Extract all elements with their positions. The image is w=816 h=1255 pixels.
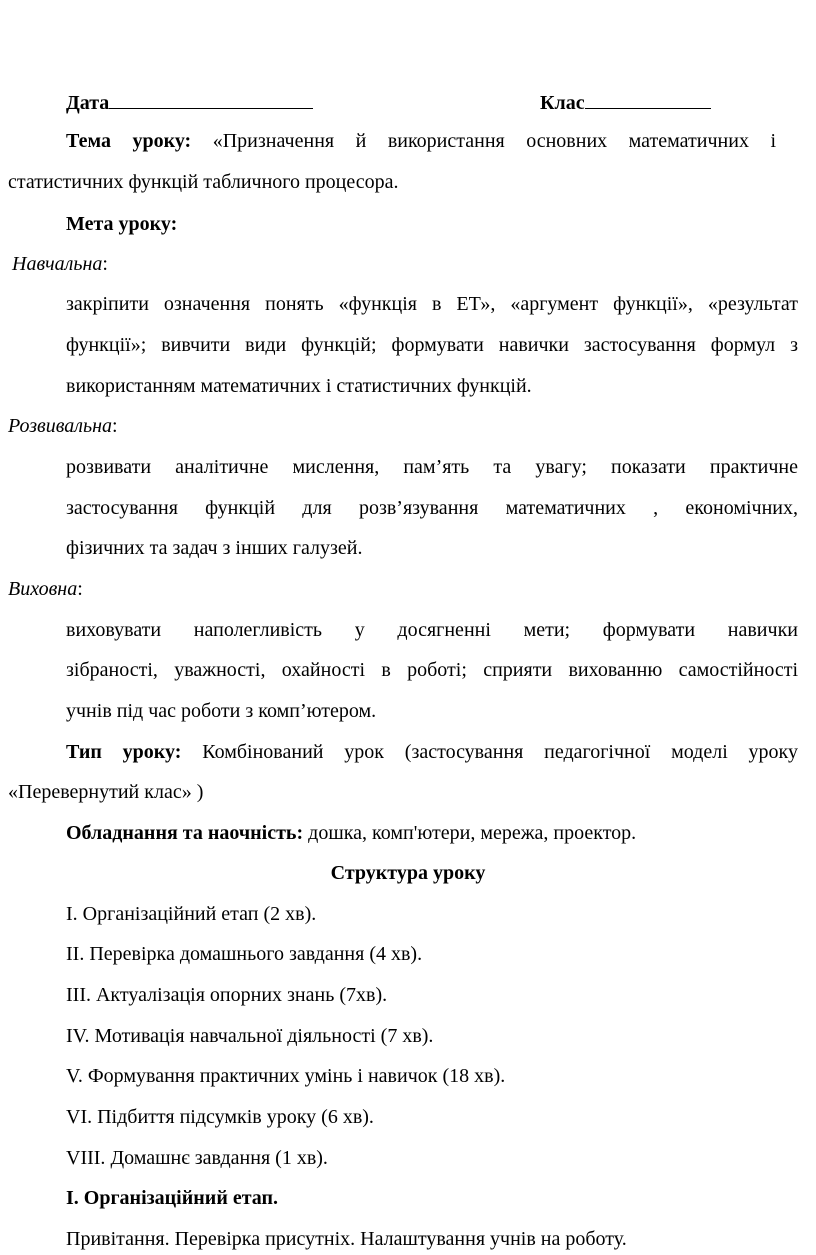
structure-item-number: V. xyxy=(66,1065,83,1087)
lesson-type-label: Тип уроку: xyxy=(66,741,182,763)
equipment-text: дошка, комп'ютери, мережа, проектор. xyxy=(308,822,637,844)
structure-item-7 xyxy=(66,1147,328,1170)
structure-item-1 xyxy=(66,903,316,926)
educational-line-2: функції»; вивчити види функцій; формувати навички застосування формул з xyxy=(66,334,798,356)
structure-item-5 xyxy=(66,1065,505,1088)
date-blank xyxy=(109,90,313,109)
structure-item-number: IV. xyxy=(66,1025,90,1047)
developmental-label: Розвивальна xyxy=(8,415,113,437)
structure-item-number: VIII. xyxy=(66,1147,106,1169)
educational-heading: Навчальна: xyxy=(12,253,108,275)
structure-item-text: Формування практичних умінь і навичок (18 хв). xyxy=(87,1065,506,1087)
upbringing-heading: Виховна: xyxy=(8,578,83,600)
lesson-type-line-1 xyxy=(66,741,798,764)
class-blank xyxy=(585,90,711,109)
structure-item-number: ІІ. xyxy=(66,943,85,965)
developmental-line-2: застосування функцій для розв’язування математичних , економічних, xyxy=(66,497,798,519)
topic-line-1 xyxy=(66,130,776,153)
equipment-label: Обладнання та наочність: xyxy=(66,822,304,844)
lesson-type-line-2: «Перевернутий клас» ) xyxy=(8,781,204,803)
section-1-text: Привітання. Перевірка присутніх. Налаштування учнів на роботу. xyxy=(66,1228,627,1250)
structure-item-2 xyxy=(66,943,422,966)
educational-label: Навчальна xyxy=(12,253,103,275)
educational-line-1: закріпити означення понять «функція в ЕТ», «аргумент функції», «результат xyxy=(66,293,798,315)
structure-item-text: Домашнє завдання (1 хв). xyxy=(110,1147,328,1169)
structure-item-text: Актуалізація опорних знань (7хв). xyxy=(95,984,388,1006)
topic-label: Тема уроку: xyxy=(66,130,192,152)
upbringing-line-1: виховувати наполегливість у досягненні мети; формувати навички xyxy=(66,619,798,641)
developmental-heading: Розвивальна: xyxy=(8,415,118,437)
structure-item-number: І. xyxy=(66,903,78,925)
structure-title: Структура уроку xyxy=(330,862,486,884)
upbringing-label: Виховна xyxy=(8,578,78,600)
class-field xyxy=(540,90,711,115)
structure-item-text: Мотивація навчальної діяльності (7 хв). xyxy=(94,1025,434,1047)
goal-label: Мета уроку: xyxy=(66,213,178,235)
structure-item-number: VI. xyxy=(66,1106,93,1128)
structure-item-text: Перевірка домашнього завдання (4 хв). xyxy=(89,943,423,965)
developmental-line-3: фізичних та задач з інших галузей. xyxy=(66,537,363,559)
upbringing-line-2: зібраності, уважності, охайності в роботі; сприяти вихованню самостійності xyxy=(66,659,798,681)
date-label: Дата xyxy=(66,92,110,114)
developmental-line-1: розвивати аналітичне мислення, пам’ять та увагу; показати практичне xyxy=(66,456,798,478)
educational-line-3: використанням математичних і статистичних функцій. xyxy=(66,375,532,397)
structure-item-4 xyxy=(66,1025,433,1048)
topic-line-2: статистичних функцій табличного процесора. xyxy=(8,171,399,193)
topic-text-1: «Призначення й використання основних математичних і xyxy=(212,130,777,152)
upbringing-line-3: учнів під час роботи з комп’ютером. xyxy=(66,700,377,722)
structure-item-text: Підбиття підсумків уроку (6 хв). xyxy=(97,1106,374,1128)
structure-item-text: Організаційний етап (2 хв). xyxy=(82,903,317,925)
lesson-type-text-1: Комбінований урок (застосування педагогічної моделі уроку xyxy=(202,741,798,763)
structure-item-6 xyxy=(66,1106,374,1129)
structure-item-3 xyxy=(66,984,387,1007)
section-1-heading: І. Організаційний етап. xyxy=(66,1187,279,1209)
class-label: Клас xyxy=(540,92,585,114)
equipment-line xyxy=(66,822,636,845)
structure-item-number: ІІІ. xyxy=(66,984,91,1006)
date-field xyxy=(66,90,313,115)
